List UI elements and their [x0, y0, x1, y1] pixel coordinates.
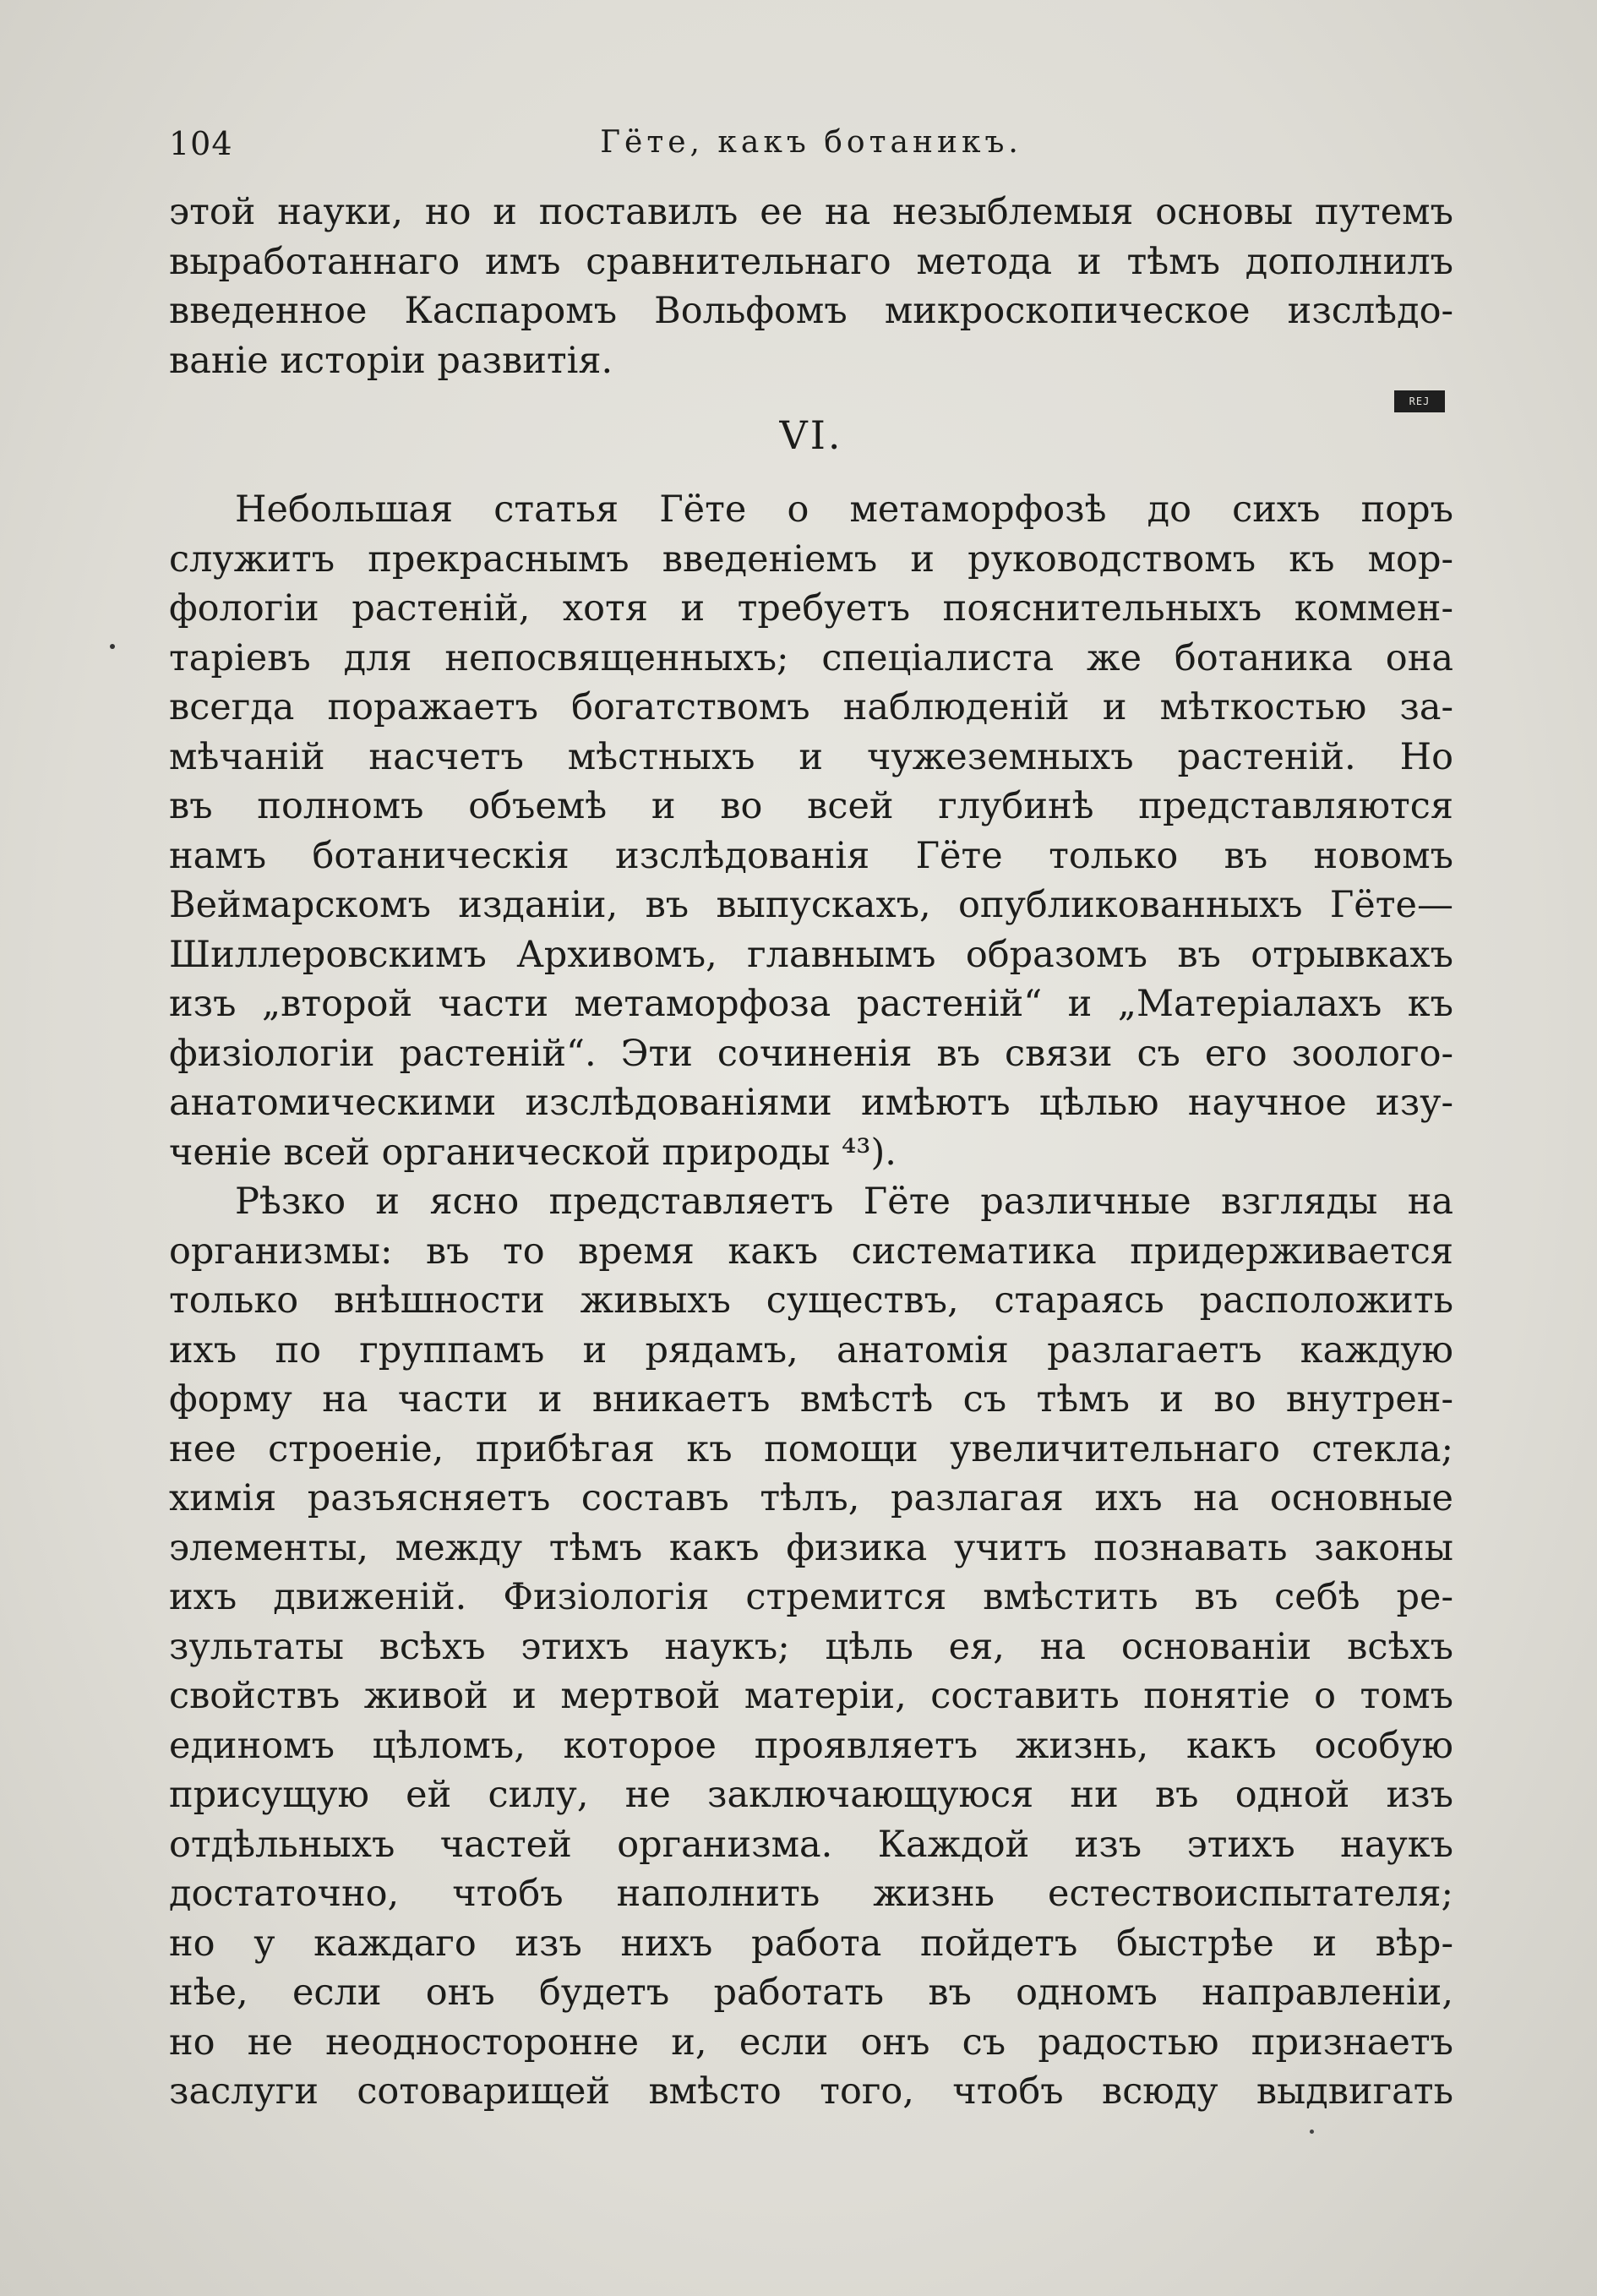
- text-line: форму на части и вникаетъ вмѣстѣ съ тѣмъ и во внутрен-: [169, 1378, 1453, 1421]
- text-line: анатомическими изслѣдованіями имѣютъ цѣлью научное изу-: [169, 1082, 1453, 1124]
- text-line: только внѣшности живыхъ существъ, стараясь расположить: [169, 1279, 1453, 1322]
- text-line: всегда поражаетъ богатствомъ наблюденій и мѣткостью за-: [169, 686, 1453, 728]
- text-line: физіологіи растеній“. Эти сочиненія въ связи съ его зоолого-: [169, 1032, 1453, 1075]
- text-line: изъ „второй части метаморфоза растеній“ и „Матеріалахъ къ: [169, 983, 1453, 1025]
- text-line: свойствъ живой и мертвой матеріи, составить понятіе о томъ: [169, 1675, 1453, 1717]
- text-line: введенное Каспаромъ Вольфомъ микроскопическое изслѣдо-: [169, 290, 1453, 332]
- paragraph: [169, 485, 1453, 1177]
- text-line: ихъ по группамъ и рядамъ, анатомія разлагаетъ каждую: [169, 1328, 1453, 1372]
- running-title: Гёте, какъ ботаникъ.: [600, 125, 1022, 160]
- page-header: [169, 125, 1453, 169]
- text-line: достаточно, чтобъ наполнить жизнь естествоиспытателя;: [169, 1873, 1453, 1915]
- text-line: выработаннаго имъ сравнительнаго метода и тѣмъ дополнилъ: [169, 240, 1453, 283]
- text-line: элементы, между тѣмъ какъ физика учитъ познавать законы: [169, 1526, 1453, 1569]
- text-line: намъ ботаническія изслѣдованія Гёте только въ новомъ: [169, 834, 1453, 877]
- text-line: заслуги сотоварищей вмѣсто того, чтобъ всюду выдвигать: [169, 2070, 1453, 2113]
- text-line: отдѣльныхъ частей организма. Каждой изъ этихъ наукъ: [169, 1823, 1453, 1866]
- text-line: но не неодносторонне и, если онъ съ радостью признаетъ: [169, 2021, 1453, 2064]
- text-line: Шиллеровскимъ Архивомъ, главнымъ образомъ въ отрывкахъ: [169, 933, 1453, 976]
- text-line: Небольшая статья Гёте о метаморфозѣ до сихъ поръ: [235, 488, 1453, 531]
- text-line: ихъ движеній. Физіологія стремится вмѣстить въ себѣ ре-: [169, 1576, 1453, 1618]
- ink-speck: [110, 644, 115, 649]
- text-line: зультаты всѣхъ этихъ наукъ; цѣль ея, на основаніи всѣхъ: [169, 1625, 1453, 1668]
- text-line: но у каждаго изъ нихъ работа пойдетъ быстрѣе и вѣр-: [169, 1922, 1453, 1965]
- paragraph: [169, 1177, 1453, 2117]
- text-line: фологіи растеній, хотя и требуетъ пояснительныхъ коммен-: [169, 587, 1453, 630]
- section-heading: VI.: [779, 412, 843, 458]
- body-text: [169, 188, 1453, 2117]
- intro-paragraph: [169, 188, 1453, 385]
- text-line: присущую ей силу, не заключающуюся ни въ одной изъ: [169, 1774, 1453, 1816]
- text-line: ваніе исторіи развитія.: [169, 339, 613, 382]
- text-line: Рѣзко и ясно представляетъ Гёте различные взгляды на: [235, 1181, 1453, 1223]
- text-line: Веймарскомъ изданіи, въ выпускахъ, опубликованныхъ Гёте—: [169, 884, 1453, 926]
- library-stamp: REJ: [1394, 390, 1445, 412]
- text-line: мѣчаній насчетъ мѣстныхъ и чужеземныхъ растеній. Но: [169, 735, 1453, 778]
- text-line: нее строеніе, прибѣгая къ помощи увеличительнаго стекла;: [169, 1427, 1453, 1470]
- text-line: химія разъясняетъ составъ тѣлъ, разлагая ихъ на основные: [169, 1477, 1453, 1519]
- text-line: служитъ прекраснымъ введеніемъ и руководствомъ къ мор-: [169, 537, 1453, 581]
- text-line: нѣе, если онъ будетъ работать въ одномъ направленіи,: [169, 1972, 1453, 2014]
- text-line: таріевъ для непосвященныхъ; спеціалиста же ботаника она: [169, 636, 1453, 679]
- text-line: единомъ цѣломъ, которое проявляетъ жизнь, какъ особую: [169, 1724, 1453, 1767]
- text-line: въ полномъ объемѣ и во всей глубинѣ представляются: [169, 785, 1453, 827]
- ink-speck: [1310, 2130, 1314, 2134]
- text-line: этой науки, но и поставилъ ее на незыблемыя основы путемъ: [169, 191, 1453, 233]
- text-line: организмы: въ то время какъ систематика придерживается: [169, 1230, 1453, 1273]
- page-number: 104: [169, 125, 233, 162]
- text-line: ченіе всей органической природы ⁴³).: [169, 1131, 897, 1174]
